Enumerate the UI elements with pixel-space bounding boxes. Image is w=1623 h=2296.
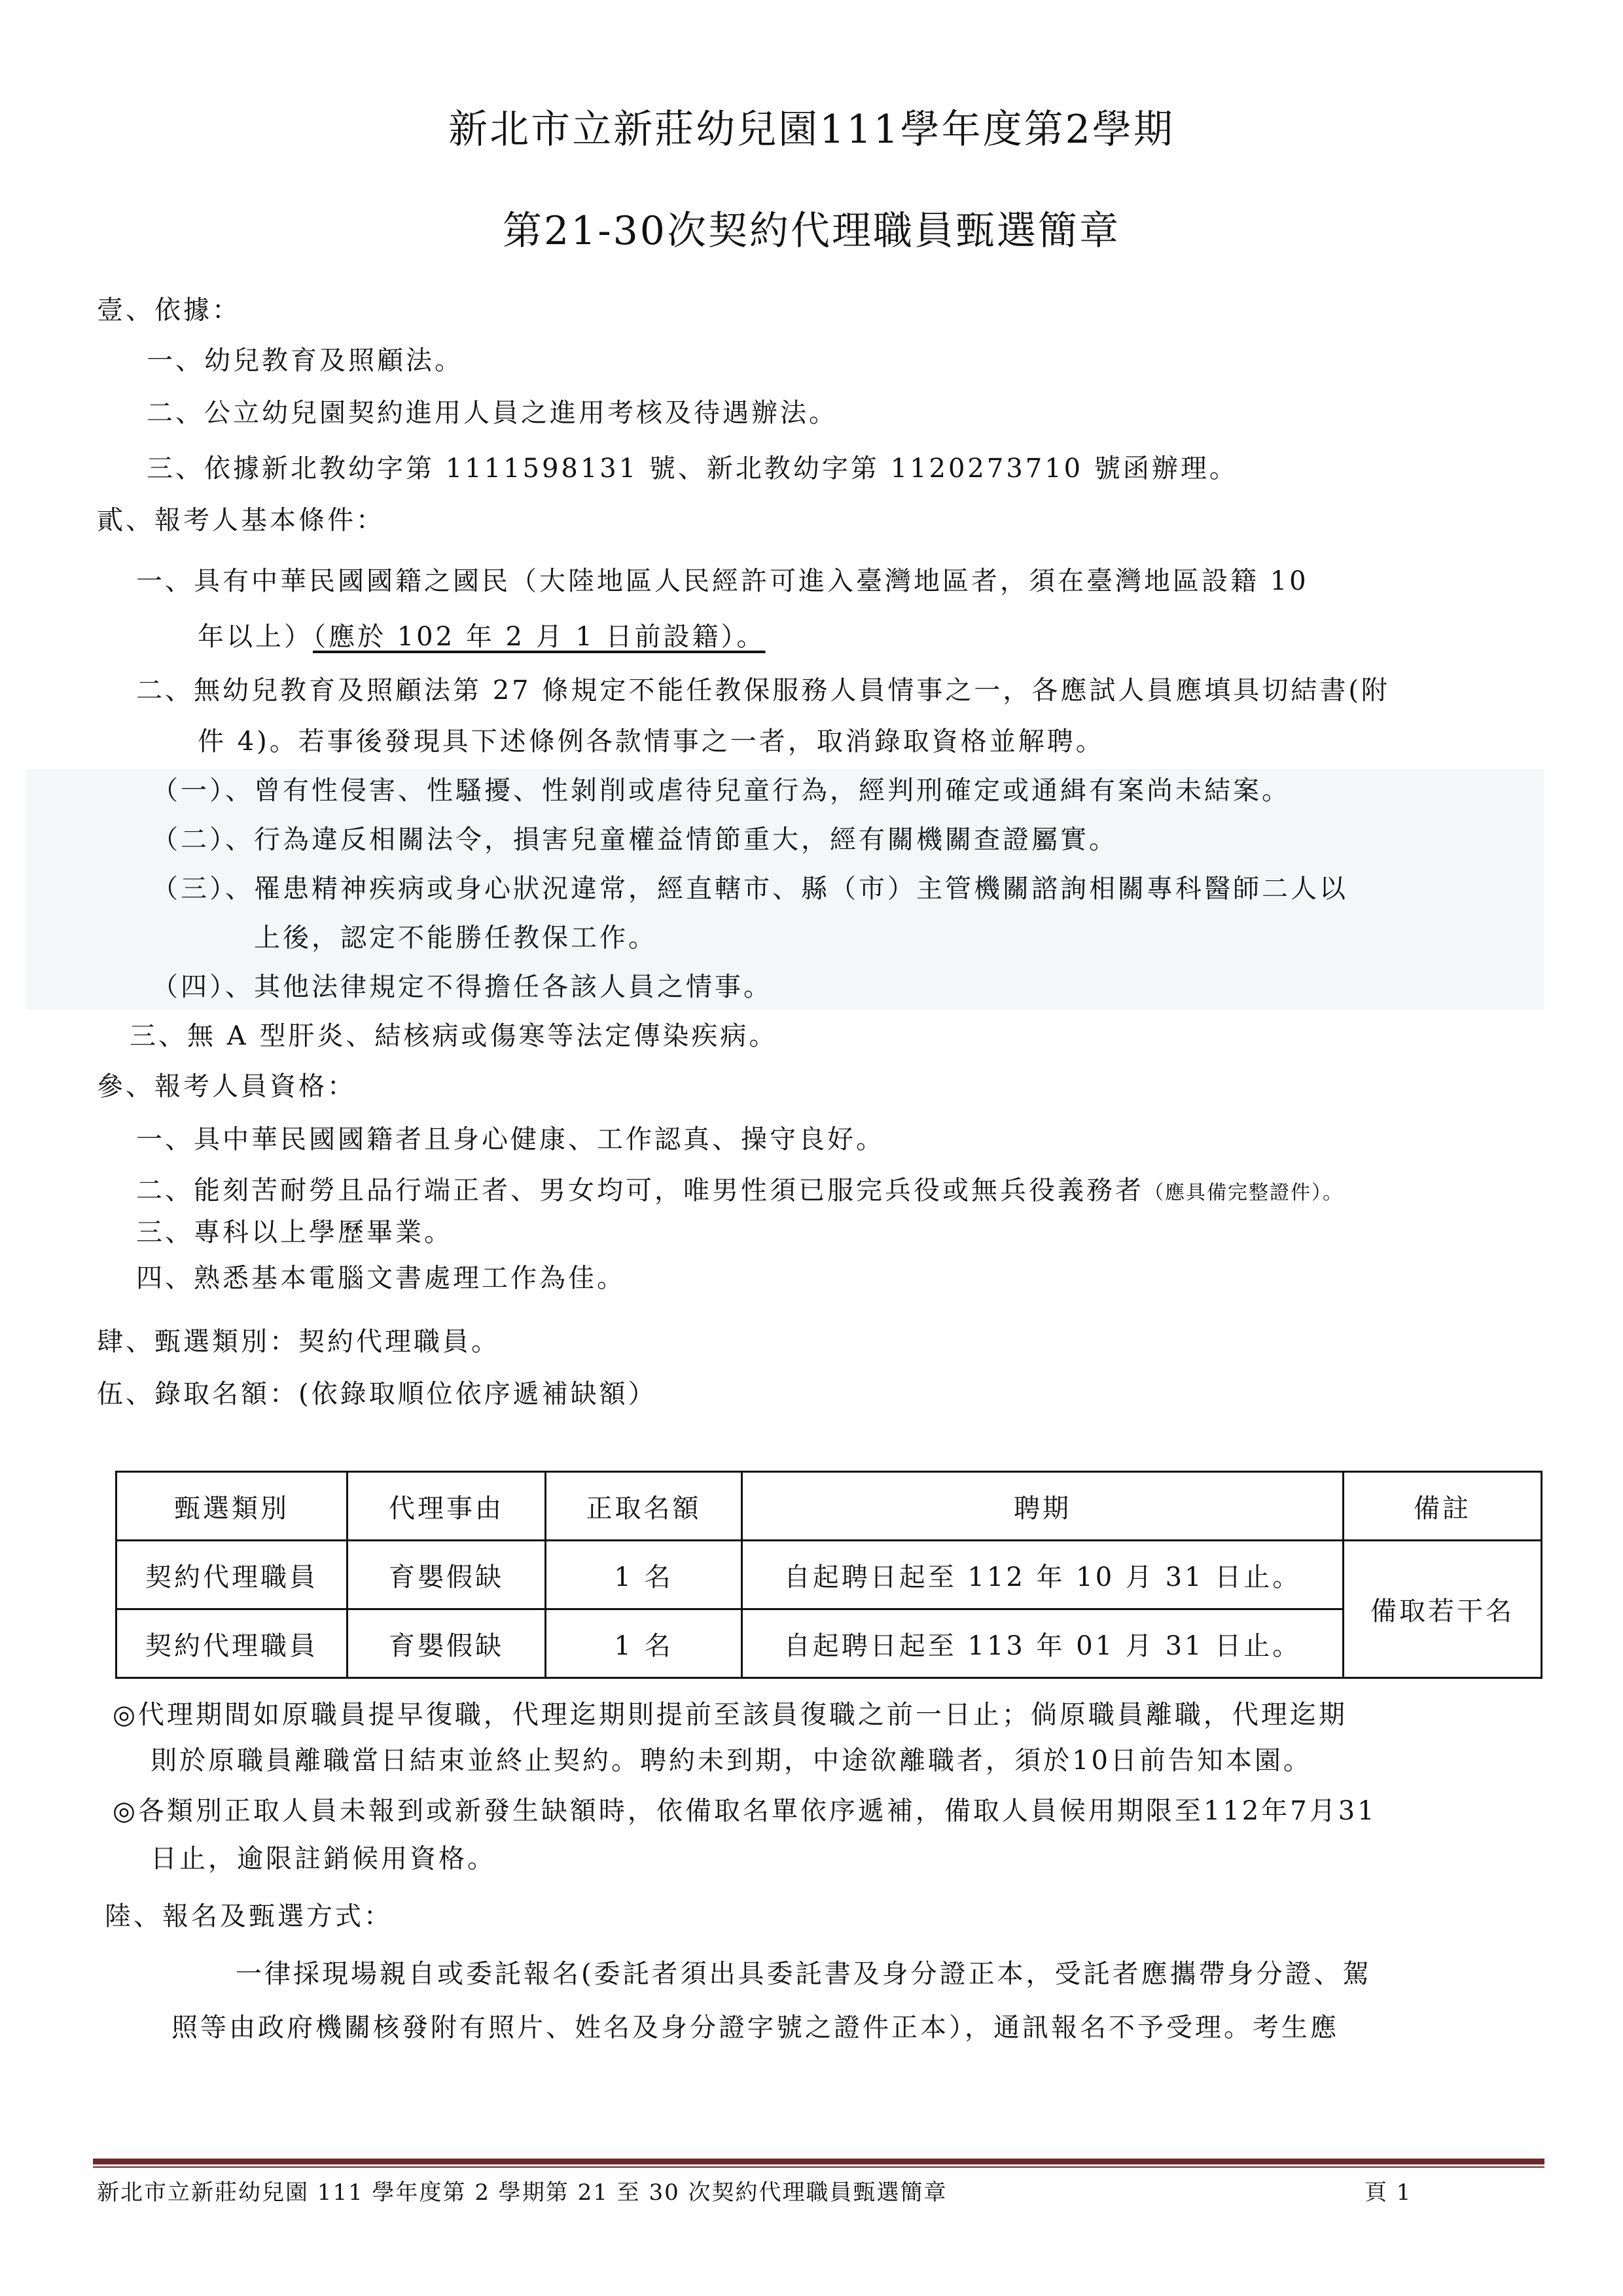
clause-2: （二）、行為違反相關法令，損害兒童權益情節重大，經有關機關查證屬實。 [152,825,1118,855]
section-1-item-2: 二、公立幼兒園契約進用人員之進用考核及待遇辦法。 [147,398,838,428]
table-header-row [116,1472,1542,1541]
note-2-line-1: ◎各類別正取人員未報到或新發生缺額時，依備取名單依序遞補，備取人員候用期限至112年7月31 [113,1796,1377,1826]
column-header: 代理事由 [348,1472,546,1541]
section-2-item-1-line-2 [198,624,766,650]
section-3-item-3: 三、專科以上學歷畢業。 [136,1217,453,1247]
note-2-line-2: 日止，逾限註銷候用資格。 [151,1844,496,1874]
footer-title: 新北市立新莊幼兒園 111 學年度第 2 學期第 21 至 30 次契約代理職員甄選簡章 [97,2179,948,2206]
section-5-heading: 伍、錄取名額：(依錄取順位依序遞補缺額） [97,1379,657,1409]
table-row [116,1609,1542,1678]
footer-rule [93,2159,1544,2164]
table-cell: 育嬰假缺 [348,1541,546,1609]
remark-cell: 備取若干名 [1344,1541,1542,1678]
document-subtitle: 第21-30次契約代理職員甄選簡章 [503,208,1120,254]
column-header: 正取名額 [546,1472,742,1541]
section-1-item-1: 一、幼兒教育及照顧法。 [147,346,463,376]
section-3-item-4: 四、熟悉基本電腦文書處理工作為佳。 [136,1263,626,1293]
clause-3-line-2: 上後，認定不能勝任教保工作。 [254,923,657,953]
section-3-heading: 參、報考人員資格： [97,1071,356,1102]
column-header: 聘期 [742,1472,1344,1541]
section-6-paragraph-line-1: 一律採現場親自或委託報名(委託者須出具委託書及身分證正本，受託者應攜帶身分證、駕 [236,1959,1372,1989]
table-cell: 育嬰假缺 [348,1609,546,1678]
section-2-item-1-line-1: 一、具有中華民國國籍之國民（大陸地區人民經許可進入臺灣地區者，須在臺灣地區設籍 10 [136,566,1309,596]
section-2-heading: 貳、報考人基本條件： [97,505,385,535]
section-2-item-2-line-2: 件 4)。若事後發現具下述條例各款情事之一者，取消錄取資格並解聘。 [198,726,1105,757]
column-header: 備註 [1344,1472,1542,1541]
clause-1: （一）、曾有性侵害、性騷擾、性剝削或虐待兒童行為，經判刑確定或通緝有案尚未結案。 [152,776,1291,806]
section-2-item-3: 三、無 A 型肝炎、結核病或傷寒等法定傳染疾病。 [130,1021,778,1051]
note-1-line-1: ◎代理期間如原職員提早復職，代理迄期則提前至該員復職之前一日止；倘原職員離職，代理迄期 [113,1700,1347,1730]
footer-rule-thin [93,2166,1544,2168]
table-cell: 契約代理職員 [116,1609,348,1678]
table-cell: 自起聘日起至 113 年 01 月 31 日止。 [742,1609,1344,1678]
table-cell: 1 名 [546,1609,742,1678]
table-cell: 自起聘日起至 112 年 10 月 31 日止。 [742,1541,1344,1609]
column-header: 甄選類別 [116,1472,348,1541]
section-2-item-1-text: 年以上） [198,622,313,652]
page-number: 頁 1 [1364,2179,1412,2206]
quota-table [115,1471,1543,1679]
table-cell: 1 名 [546,1541,742,1609]
clause-3-line-1: （三）、罹患精神疾病或身心狀況違常，經直轄市、縣（市）主管機關諮詢相關專科醫師二人以 [152,874,1348,904]
section-6-paragraph-line-2: 照等由政府機關核發附有照片、姓名及身分證字號之證件正本），通訊報名不予受理。考生應 [171,2013,1339,2043]
section-6-heading: 陸、報名及甄選方式： [105,1901,393,1931]
section-3-item-2-text: 二、能刻苦耐勞且品行端正者、男女均可，唯男性須已服完兵役或無兵役義務者 [136,1175,1144,1206]
table-cell: 契約代理職員 [116,1541,348,1609]
section-1-item-3: 三、依據新北教幼字第 1111598131 號、新北教幼字第 1120273710 號函辦理。 [147,454,1238,484]
clause-4: （四）、其他法律規定不得擔任各該人員之情事。 [152,972,772,1002]
section-2-item-1-underlined-note: （應於 102 年 2 月 1 日前設籍）。 [313,622,766,652]
table-row [116,1541,1542,1609]
section-4-heading: 肆、甄選類別：契約代理職員。 [97,1327,500,1357]
document-title: 新北市立新莊幼兒園111學年度第2學期 [448,107,1175,152]
section-3-item-1: 一、具中華民國國籍者且身心健康、工作認真、操守良好。 [136,1124,885,1155]
section-1-heading: 壹、依據： [97,295,241,325]
note-1-line-2: 則於原職員離職當日結束並終止契約。聘約未到期，中途欲離職者，須於10日前告知本園。 [151,1746,1312,1776]
section-2-item-2-line-1: 二、無幼兒教育及照顧法第 27 條規定不能任教保服務人員情事之一，各應試人員應填具切結書(附 [136,675,1390,706]
section-3-item-2-note: （應具備完整證件）。 [1144,1181,1344,1204]
section-3-item-2 [136,1177,1344,1204]
